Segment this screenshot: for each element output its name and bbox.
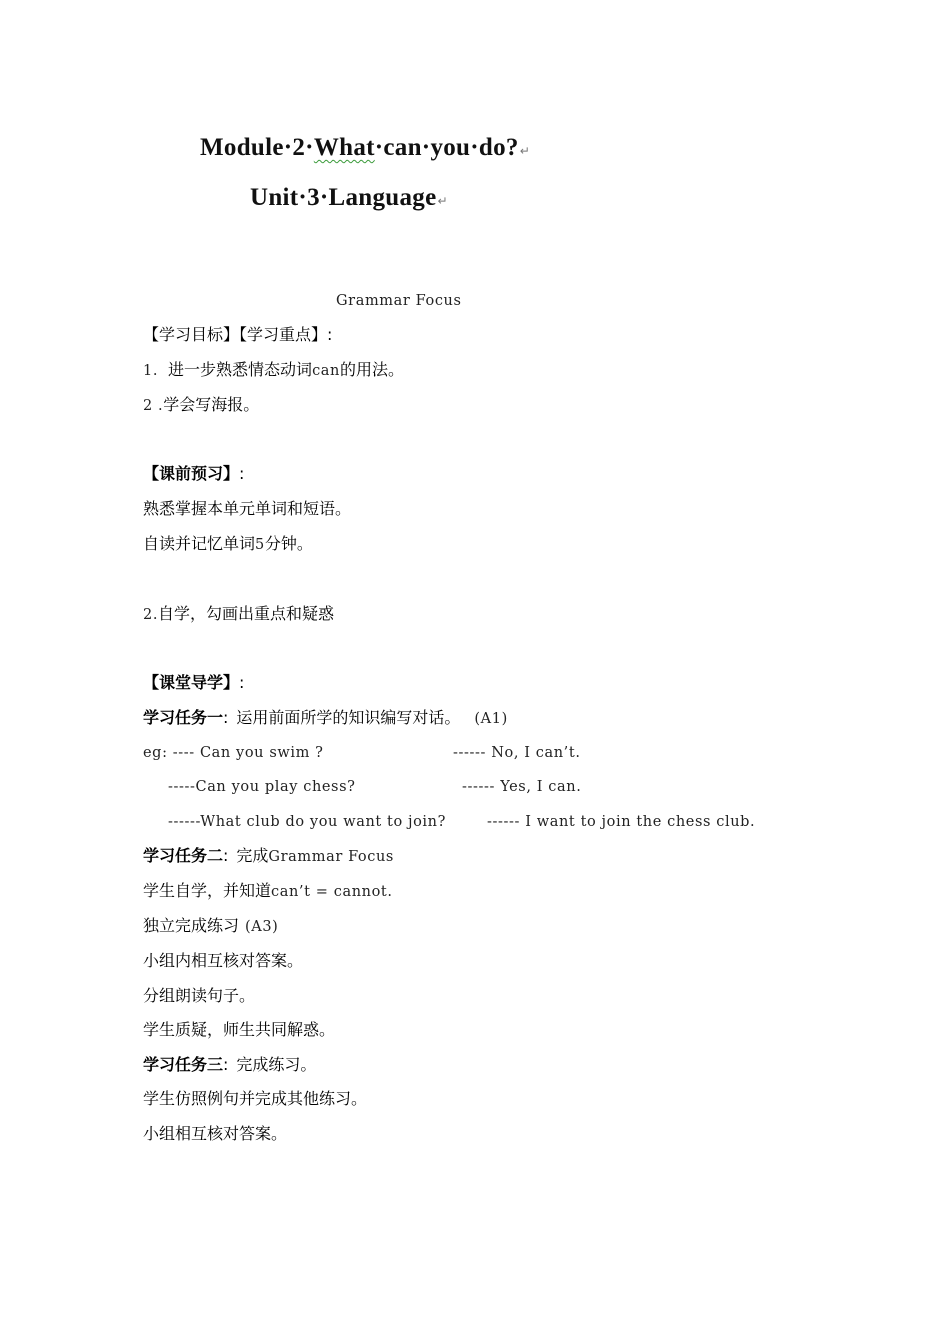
- guide-label: [143, 673, 244, 693]
- preview-label-colon: :: [239, 464, 245, 483]
- task-2: [143, 846, 394, 867]
- dialogue-q-3: ------What club do you want to join?: [168, 814, 446, 830]
- task-1-colon: :: [223, 708, 229, 727]
- preview-item-2-pre: 自读并记忆单词: [143, 534, 256, 553]
- task-2-item-2: [143, 916, 278, 937]
- preview-label: [143, 464, 244, 484]
- task-2-item-3: 小组内相互核对答案。: [143, 951, 304, 970]
- objective-1: [143, 360, 404, 381]
- guide-label-text: 【课堂导学】: [143, 673, 240, 692]
- objective-2-text: 学会写海报。: [163, 395, 260, 414]
- module-title-word: What: [313, 134, 375, 161]
- dialogue-a-3: ------ I want to join the chess club.: [487, 814, 756, 830]
- task-2-colon: :: [223, 846, 229, 865]
- task-2-item-5: 学生质疑，师生共同解惑。: [143, 1020, 336, 1039]
- task-2-item-1-text: 学生自学，并知道: [143, 881, 272, 900]
- preview-item-2-post: 分钟。: [264, 534, 313, 553]
- guide-label-colon: :: [239, 673, 245, 692]
- unit-title-text: Unit·3·Language: [250, 184, 437, 211]
- task-2-item-2-text: 独立完成练习: [143, 916, 240, 935]
- task-3: [143, 1055, 316, 1075]
- preview-item-2: [143, 534, 313, 555]
- objective-1-num: 1.: [143, 363, 159, 379]
- preview-item-3: [143, 604, 334, 625]
- task-1-label: 学习任务一: [143, 708, 224, 727]
- task-2-item-4: 分组朗读句子。: [143, 986, 256, 1005]
- dialogue-q-2: -----Can you play chess?: [168, 779, 356, 795]
- task-1-ref: (A1): [474, 711, 508, 727]
- task-2-item-2-en: (A3): [245, 919, 279, 935]
- preview-label-text: 【课前预习】: [143, 464, 240, 483]
- objective-2-num: 2 .: [143, 398, 164, 414]
- dialogue-a-2: ------ Yes, I can.: [462, 779, 582, 795]
- task-3-item-2: 小组相互核对答案。: [143, 1124, 288, 1143]
- return-mark-icon: ↵: [519, 144, 531, 158]
- task-1: [143, 708, 508, 729]
- task-2-item-1-en: can’t = cannot.: [271, 884, 393, 900]
- dialogue-q-1: eg: ---- Can you swim ?: [143, 745, 324, 761]
- task-2-en: Grammar Focus: [268, 849, 394, 865]
- task-2-item-1: [143, 881, 393, 902]
- preview-item-3-num: 2.: [143, 607, 159, 623]
- task-1-text: 运用前面所学的知识编写对话。: [236, 708, 461, 727]
- task-3-colon: :: [223, 1055, 229, 1074]
- task-3-item-1: 学生仿照例句并完成其他练习。: [143, 1089, 368, 1108]
- objective-1-word: can: [312, 363, 340, 379]
- unit-title: [250, 184, 448, 212]
- preview-item-1: 熟悉掌握本单元单词和短语。: [143, 499, 352, 518]
- preview-item-3-text: 自学，勾画出重点和疑惑: [158, 604, 335, 623]
- objective-1-tail: 的用法。: [339, 360, 404, 379]
- module-title-pre: Module·2·: [200, 134, 314, 161]
- task-2-text: 完成: [236, 846, 269, 865]
- objective-2: [143, 395, 259, 416]
- objective-1-text: 进一步熟悉情态动词: [168, 360, 313, 379]
- preview-item-2-num: 5: [255, 537, 265, 553]
- objectives-label: 【学习目标】【学习重点】:: [143, 325, 333, 344]
- module-title-post: ·can·you·do?: [374, 134, 519, 161]
- dialogue-a-1: ------ No, I can’t.: [453, 745, 581, 761]
- module-title: [200, 134, 530, 162]
- return-mark-icon: ↵: [437, 194, 448, 208]
- task-2-label: 学习任务二: [143, 846, 224, 865]
- task-3-text: 完成练习。: [236, 1055, 317, 1074]
- grammar-focus-heading: Grammar Focus: [336, 293, 462, 309]
- task-3-label: 学习任务三: [143, 1055, 224, 1074]
